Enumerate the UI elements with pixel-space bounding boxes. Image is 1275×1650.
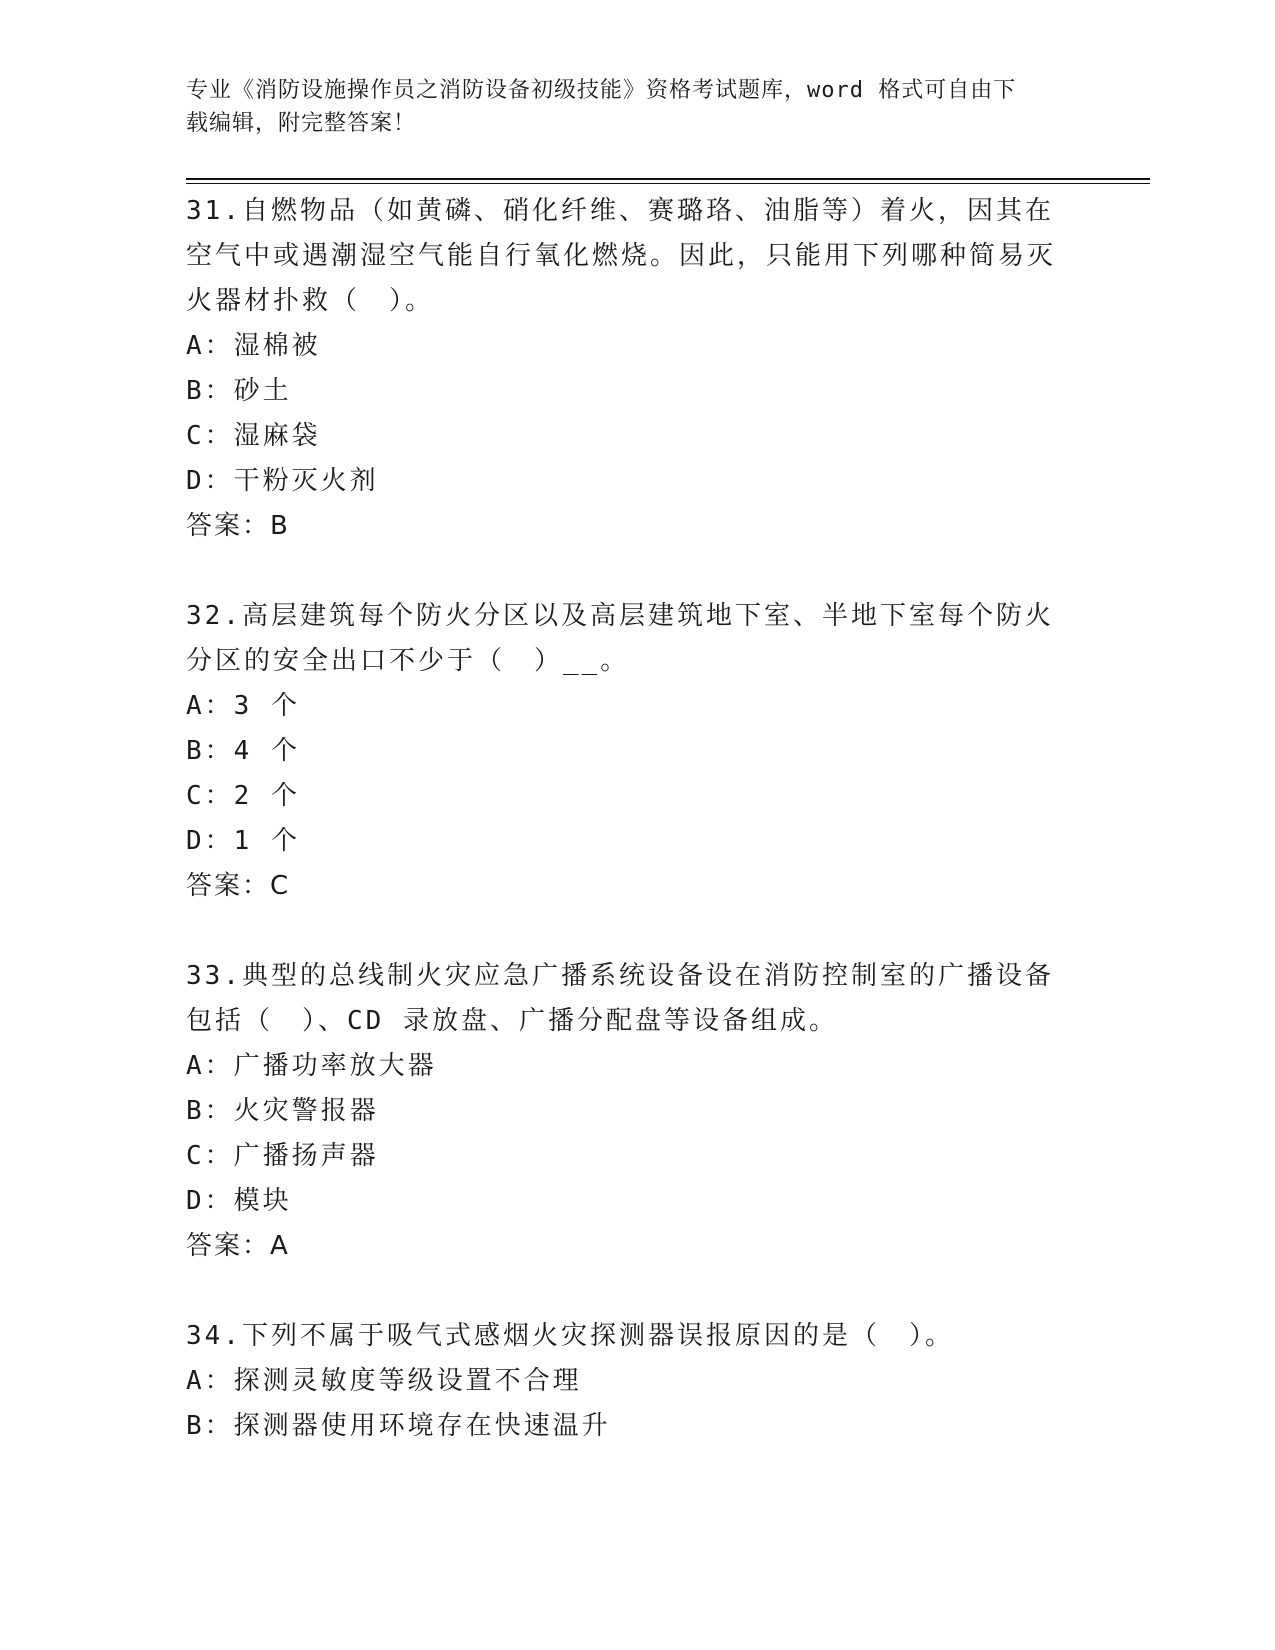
option-text: 湿麻袋 — [233, 421, 321, 451]
option-a — [186, 1359, 1076, 1404]
option-b — [186, 1089, 1076, 1134]
option-label: C： — [186, 1141, 234, 1171]
spacer — [186, 549, 1076, 594]
option-label: C： — [186, 781, 234, 811]
option-c — [186, 774, 1076, 819]
option-label: C： — [186, 421, 234, 451]
header-divider-thin — [186, 183, 1150, 184]
option-text: 砂土 — [233, 376, 292, 406]
option-text: 3 个 — [233, 691, 300, 721]
option-label: D： — [186, 826, 234, 856]
header-line-2: 载编辑，附完整答案！ — [186, 111, 417, 136]
answer-line: 答案：B — [186, 511, 290, 541]
option-text: 广播扬声器 — [233, 1141, 379, 1171]
option-label: A： — [186, 331, 234, 361]
question-34 — [186, 1314, 1076, 1449]
option-label: A： — [186, 1366, 234, 1396]
question-32 — [186, 594, 1076, 909]
option-b — [186, 729, 1076, 774]
answer-line: 答案：A — [186, 1231, 290, 1261]
option-a — [186, 324, 1076, 369]
option-c — [186, 1134, 1076, 1179]
question-stem: 31.自燃物品（如黄磷、硝化纤维、赛璐珞、油脂等）着火，因其在空气中或遇潮湿空气能自行氧化燃烧。因此，只能用下列哪种简易灭火器材扑救（ ）。 — [186, 196, 1057, 316]
option-d — [186, 459, 1076, 504]
option-label: B： — [186, 1096, 234, 1126]
answer-line: 答案：C — [186, 871, 291, 901]
question-list — [186, 189, 1076, 1449]
option-text: 广播功率放大器 — [233, 1051, 437, 1081]
option-text: 探测灵敏度等级设置不合理 — [233, 1366, 582, 1396]
option-label: A： — [186, 1051, 234, 1081]
question-33 — [186, 954, 1076, 1269]
option-text: 2 个 — [233, 781, 300, 811]
option-label: D： — [186, 1186, 234, 1216]
option-label: A： — [186, 691, 234, 721]
option-a — [186, 1044, 1076, 1089]
option-text: 1 个 — [233, 826, 300, 856]
header-line-1: 专业《消防设施操作员之消防设备初级技能》资格考试题库，word 格式可自由下 — [186, 78, 1017, 103]
option-label: B： — [186, 376, 234, 406]
question-stem: 32.高层建筑每个防火分区以及高层建筑地下室、半地下室每个防火分区的安全出口不少于（ ）__。 — [186, 601, 1054, 676]
header-divider — [186, 178, 1150, 180]
option-text: 干粉灭火剂 — [233, 466, 379, 496]
option-d — [186, 1179, 1076, 1224]
option-label: B： — [186, 1411, 234, 1441]
option-label: B： — [186, 736, 234, 766]
option-text: 探测器使用环境存在快速温升 — [233, 1411, 611, 1441]
option-text: 模块 — [233, 1186, 292, 1216]
option-d — [186, 819, 1076, 864]
spacer — [186, 1269, 1076, 1314]
option-c — [186, 414, 1076, 459]
option-a — [186, 684, 1076, 729]
document-header — [186, 74, 1066, 140]
question-31 — [186, 189, 1076, 549]
option-text: 4 个 — [233, 736, 300, 766]
question-stem: 33.典型的总线制火灾应急广播系统设备设在消防控制室的广播设备包括（ ）、CD 录放盘、广播分配盘等设备组成。 — [186, 961, 1054, 1036]
option-b — [186, 369, 1076, 414]
option-b — [186, 1404, 1076, 1449]
question-stem: 34.下列不属于吸气式感烟火灾探测器误报原因的是（ ）。 — [186, 1321, 954, 1351]
option-label: D： — [186, 466, 234, 496]
option-text: 火灾警报器 — [233, 1096, 379, 1126]
spacer — [186, 909, 1076, 954]
option-text: 湿棉被 — [233, 331, 321, 361]
